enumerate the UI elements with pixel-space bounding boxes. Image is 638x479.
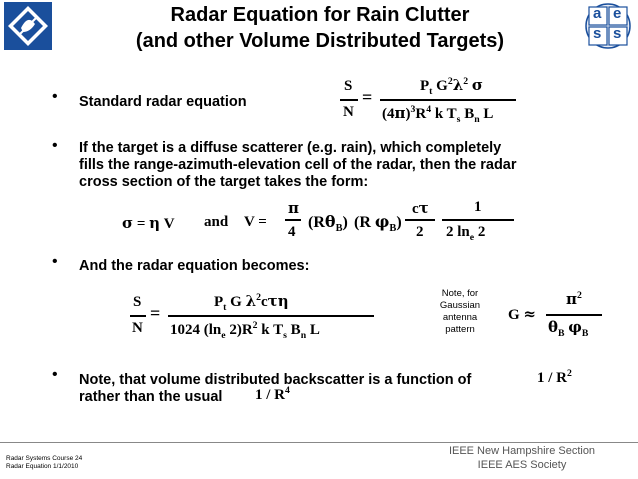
eq3-n: N: [132, 320, 143, 336]
note-line-1: Note, for: [441, 288, 479, 299]
eq1-lhs-bar: [340, 99, 358, 101]
eq1-numerator: $P_t$ $G^2\lambda^2$ σ: [420, 76, 483, 97]
inline-1-over-r2: $1 / R^2$: [537, 368, 572, 386]
note-line-2: Gaussian: [439, 300, 481, 311]
bullet-4-text-line2: rather than the usual: [79, 389, 223, 405]
aes-letter-s2: s: [613, 25, 622, 42]
eq3-equals: =: [150, 303, 161, 323]
eq2-ctau-bar: [405, 219, 435, 221]
note-line-4: pattern: [445, 324, 475, 335]
eq2-one: 1: [474, 199, 482, 215]
eq2-v-equals: V =: [244, 214, 267, 230]
footer-divider: [0, 442, 638, 443]
equation-3: [130, 290, 380, 344]
eq3-lhs-bar: [130, 315, 146, 317]
equation-1: [340, 72, 530, 132]
slide-title-line1: Radar Equation for Rain Clutter: [170, 4, 470, 26]
eq3-s: S: [133, 294, 142, 310]
eq1-main-bar: [380, 99, 516, 101]
slide-title-line2: (and other Volume Distributed Targets): [135, 30, 505, 52]
footer-course: Radar Systems Course 24: [6, 455, 83, 462]
eq4-bar: [546, 314, 602, 316]
bullet-2-text: If the target is a diffuse scatterer (e.g. rain), which completely fills the range-azimuth-elevation cell of the radar, then the radar cross section of the target takes the form:: [79, 140, 517, 190]
eq2-ctau: cτ: [412, 199, 429, 217]
eq2-and: and: [204, 214, 229, 230]
footer-society: IEEE AES Society: [477, 459, 567, 471]
footer-left: [6, 455, 82, 471]
eq1-equals: =: [362, 87, 373, 107]
eq4-den: $\theta_B$ $\varphi_B$: [548, 318, 589, 339]
eq2-paren-theta: $(R\theta_B)$: [308, 212, 348, 235]
aes-emblem-icon: [584, 2, 632, 50]
eq2-two: 2: [416, 224, 424, 240]
eq2-pi-bar: [285, 219, 301, 221]
bullet-dot-1: •: [52, 88, 58, 105]
ieee-logo: [4, 2, 52, 50]
bullet-1-text: Standard radar equation: [79, 94, 247, 110]
inline-1-over-r4: $1 / R^4$: [255, 385, 290, 403]
eq2-pi: π: [288, 199, 299, 217]
eq1-n: N: [343, 104, 354, 120]
eq3-main-bar: [168, 315, 374, 317]
aes-letter-a: a: [593, 5, 602, 22]
footer-section: IEEE New Hampshire Section: [448, 445, 596, 457]
eq2-ln2: 2 $\ln_e 2$: [446, 224, 486, 243]
bullet-4-text-line1: Note, that volume distributed backscatter is a function of: [79, 372, 472, 388]
bullet-dot-3: •: [52, 253, 58, 270]
footer-right: [412, 444, 632, 472]
aes-letter-e: e: [613, 5, 622, 22]
equation-2: [122, 196, 522, 252]
footer-topic-date: Radar Equation 1/1/2010: [6, 463, 79, 470]
gaussian-note: [428, 288, 492, 336]
eq4-pi2: $\pi^2$: [566, 290, 582, 308]
equation-4: [508, 290, 604, 344]
aes-letter-s1: s: [593, 25, 602, 42]
eq1-s: S: [344, 78, 353, 94]
eq3-denominator: 1024 ($\ln_e$ $2)R^2$ k $T_s$ $B_n$ L: [170, 320, 320, 341]
note-line-3: antenna: [442, 312, 478, 323]
eq2-paren-phi: (R $\varphi_B$): [354, 212, 402, 235]
bullet-dot-4: •: [52, 366, 58, 383]
bullet-dot-2: •: [52, 137, 58, 154]
eq2-four: 4: [288, 224, 296, 240]
eq2-sigma-eta-v: σ = η V: [122, 214, 175, 232]
ieee-diamond-icon: [4, 2, 52, 50]
eq1-denominator: $(4\pi)^3R^4$ k $T_s$ $B_n$ L: [382, 104, 494, 125]
aes-logo: [584, 2, 632, 50]
bullet-3-text: And the radar equation becomes:: [79, 258, 310, 274]
eq3-numerator: $P_t$ G $\lambda^2c\tau\eta$: [214, 292, 289, 313]
eq4-g-approx: G ≈: [508, 305, 536, 323]
eq2-ln-bar: [442, 219, 514, 221]
